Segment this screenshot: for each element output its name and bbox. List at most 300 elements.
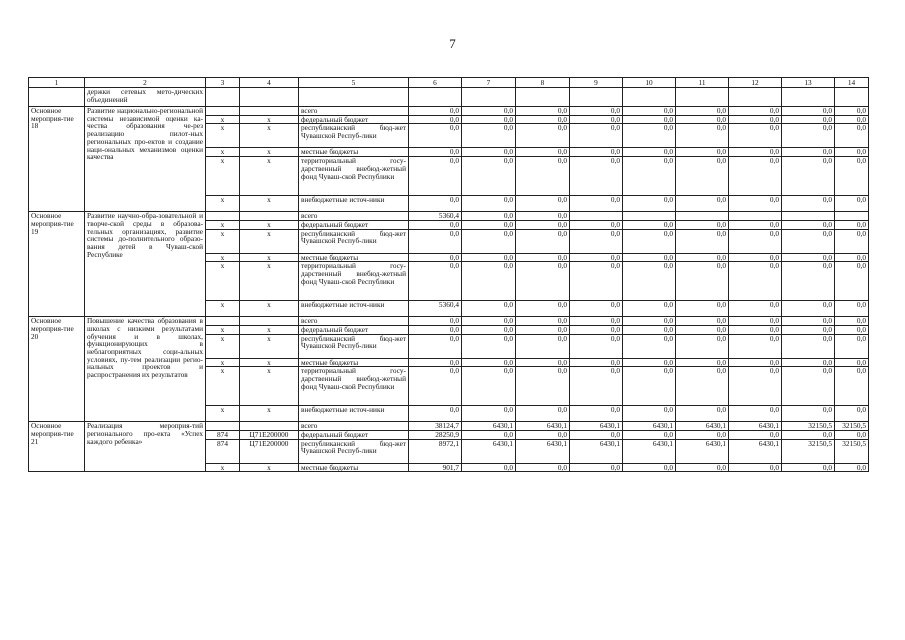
amount-cell: 0,0 [835, 358, 869, 367]
amount-cell: 0,0 [462, 253, 516, 262]
amount-cell: 0,0 [676, 431, 729, 440]
amount-cell: 0,0 [676, 301, 729, 317]
amount-cell: 0,0 [676, 325, 729, 334]
column-header: 1 [29, 78, 85, 88]
amount-cell: 0,0 [409, 262, 462, 301]
amount-cell: 0,0 [782, 124, 835, 148]
amount-cell: 0,0 [782, 463, 835, 472]
event-description: Повышение качества образования в школах с низкими результатами обучения и в школах, функционирующих в неблагоприятных соци-альных условиях, пу-тем реализации регио-нальных проектов и распространения их результатов [85, 317, 206, 422]
amount-cell: 0,0 [409, 229, 462, 253]
amount-cell: 0,0 [570, 124, 623, 148]
column-header: 7 [462, 78, 516, 88]
amount-cell: 0,0 [570, 406, 623, 422]
amount-cell: 0,0 [570, 196, 623, 212]
column-header: 2 [85, 78, 206, 88]
amount-cell: 0,0 [462, 406, 516, 422]
amount-cell: 0,0 [623, 358, 676, 367]
amount-cell: 0,0 [676, 463, 729, 472]
empty-cell [516, 88, 570, 107]
amount-cell: 0,0 [623, 262, 676, 301]
table-row [29, 212, 869, 221]
amount-cell: 0,0 [462, 220, 516, 229]
amount-cell: 0,0 [782, 196, 835, 212]
budget-code: х [240, 358, 299, 367]
responsible-code: х [206, 463, 240, 472]
column-header: 4 [240, 78, 299, 88]
budget-code: х [240, 196, 299, 212]
funding-source: всего [299, 212, 409, 221]
amount-cell: 0,0 [462, 157, 516, 196]
funding-source: республиканский бюд-жет Чувашской Респуб-лики [299, 334, 409, 358]
amount-cell [676, 212, 729, 221]
amount-cell: 0,0 [570, 325, 623, 334]
amount-cell: 0,0 [516, 406, 570, 422]
amount-cell: 6430,1 [676, 422, 729, 431]
amount-cell: 0,0 [676, 262, 729, 301]
table-row [29, 317, 869, 326]
column-header: 10 [623, 78, 676, 88]
budget-code: х [240, 406, 299, 422]
amount-cell: 0,0 [782, 220, 835, 229]
page-number: 7 [449, 36, 456, 51]
amount-cell: 0,0 [409, 253, 462, 262]
amount-cell: 0,0 [462, 431, 516, 440]
amount-cell: 5360,4 [409, 301, 462, 317]
responsible-code: х [206, 229, 240, 253]
event-name: Основное мероприя-тие 20 [29, 317, 85, 422]
empty-cell [240, 88, 299, 107]
amount-cell: 0,0 [729, 463, 782, 472]
amount-cell: 0,0 [835, 317, 869, 326]
amount-cell: 0,0 [835, 325, 869, 334]
amount-cell: 0,0 [516, 431, 570, 440]
amount-cell: 0,0 [835, 262, 869, 301]
budget-code: х [240, 253, 299, 262]
amount-cell: 0,0 [835, 107, 869, 116]
amount-cell: 0,0 [409, 406, 462, 422]
event-name: Основное мероприя-тие 19 [29, 212, 85, 317]
amount-cell: 0,0 [462, 325, 516, 334]
responsible-code [206, 422, 240, 431]
amount-cell: 0,0 [409, 358, 462, 367]
funding-source: всего [299, 107, 409, 116]
column-header: 9 [570, 78, 623, 88]
amount-cell: 0,0 [676, 148, 729, 157]
column-header: 3 [206, 78, 240, 88]
amount-cell: 0,0 [835, 196, 869, 212]
funding-source: всего [299, 317, 409, 326]
budget-code [240, 317, 299, 326]
amount-cell: 0,0 [623, 107, 676, 116]
amount-cell: 0,0 [676, 358, 729, 367]
amount-cell: 0,0 [782, 358, 835, 367]
budget-code: Ц71Е200000 [240, 431, 299, 440]
amount-cell: 0,0 [676, 367, 729, 406]
funding-source: внебюджетные источ-ники [299, 406, 409, 422]
budget-code: х [240, 325, 299, 334]
amount-cell: 0,0 [835, 253, 869, 262]
budget-code: Ц71Е200000 [240, 439, 299, 463]
amount-cell: 0,0 [516, 107, 570, 116]
column-header: 5 [299, 78, 409, 88]
responsible-code: х [206, 325, 240, 334]
amount-cell: 0,0 [729, 253, 782, 262]
empty-cell [676, 88, 729, 107]
amount-cell: 0,0 [462, 124, 516, 148]
table-row [29, 422, 869, 431]
amount-cell: 0,0 [409, 325, 462, 334]
amount-cell: 6430,1 [570, 422, 623, 431]
responsible-code [206, 317, 240, 326]
amount-cell: 0,0 [409, 157, 462, 196]
amount-cell: 0,0 [462, 115, 516, 124]
column-header: 6 [409, 78, 462, 88]
amount-cell [570, 212, 623, 221]
amount-cell: 0,0 [516, 358, 570, 367]
amount-cell: 0,0 [623, 157, 676, 196]
amount-cell: 0,0 [570, 317, 623, 326]
amount-cell: 0,0 [729, 325, 782, 334]
amount-cell: 0,0 [676, 124, 729, 148]
amount-cell: 0,0 [676, 406, 729, 422]
amount-cell: 0,0 [729, 367, 782, 406]
amount-cell: 0,0 [729, 301, 782, 317]
column-header: 11 [676, 78, 729, 88]
amount-cell: 0,0 [676, 317, 729, 326]
amount-cell: 0,0 [623, 253, 676, 262]
amount-cell: 0,0 [729, 157, 782, 196]
amount-cell: 0,0 [676, 196, 729, 212]
amount-cell: 6430,1 [516, 422, 570, 431]
amount-cell: 0,0 [676, 107, 729, 116]
empty-cell [462, 88, 516, 107]
amount-cell: 0,0 [782, 148, 835, 157]
amount-cell: 0,0 [782, 262, 835, 301]
amount-cell: 38124,7 [409, 422, 462, 431]
amount-cell: 6430,1 [623, 422, 676, 431]
amount-cell: 0,0 [729, 229, 782, 253]
amount-cell: 0,0 [462, 358, 516, 367]
amount-cell: 0,0 [570, 463, 623, 472]
amount-cell: 0,0 [516, 196, 570, 212]
amount-cell: 0,0 [570, 262, 623, 301]
amount-cell: 0,0 [516, 212, 570, 221]
amount-cell: 32150,5 [835, 439, 869, 463]
amount-cell: 0,0 [623, 325, 676, 334]
amount-cell: 0,0 [782, 431, 835, 440]
amount-cell: 0,0 [462, 196, 516, 212]
funding-source: республиканский бюд-жет Чувашской Респуб-лики [299, 439, 409, 463]
amount-cell: 0,0 [782, 157, 835, 196]
funding-source: территориальный госу-дарственный внебюд-жетный фонд Чуваш-ской Республики [299, 367, 409, 406]
empty-cell [729, 88, 782, 107]
amount-cell: 901,7 [409, 463, 462, 472]
amount-cell: 0,0 [516, 220, 570, 229]
funding-source: внебюджетные источ-ники [299, 196, 409, 212]
amount-cell: 0,0 [729, 124, 782, 148]
amount-cell: 0,0 [623, 124, 676, 148]
budget-code: х [240, 229, 299, 253]
amount-cell: 0,0 [409, 367, 462, 406]
amount-cell: 0,0 [516, 367, 570, 406]
amount-cell: 0,0 [782, 253, 835, 262]
budget-code: х [240, 220, 299, 229]
empty-cell [782, 88, 835, 107]
responsible-code: 874 [206, 439, 240, 463]
amount-cell: 0,0 [782, 229, 835, 253]
amount-cell: 0,0 [570, 301, 623, 317]
amount-cell: 0,0 [676, 253, 729, 262]
amount-cell: 0,0 [623, 334, 676, 358]
event-name: Основное мероприя-тие 21 [29, 422, 85, 472]
amount-cell: 0,0 [729, 358, 782, 367]
budget-code: х [240, 367, 299, 406]
amount-cell: 0,0 [409, 124, 462, 148]
amount-cell: 0,0 [462, 463, 516, 472]
amount-cell [835, 212, 869, 221]
amount-cell: 0,0 [729, 334, 782, 358]
amount-cell: 0,0 [835, 148, 869, 157]
responsible-code [206, 212, 240, 221]
amount-cell [729, 212, 782, 221]
event-description: Развитие национально-региональной системы независимой оценки ка-чества образования че-рез реализацию пилот-ных региональных про-ектов и создание наци-ональных механизмов оценки качества [85, 107, 206, 212]
table-row [29, 88, 869, 107]
responsible-code: х [206, 196, 240, 212]
responsible-code: х [206, 334, 240, 358]
amount-cell: 0,0 [570, 253, 623, 262]
amount-cell: 0,0 [729, 115, 782, 124]
amount-cell: 0,0 [835, 406, 869, 422]
amount-cell: 0,0 [835, 334, 869, 358]
amount-cell: 32150,5 [782, 422, 835, 431]
amount-cell: 0,0 [409, 334, 462, 358]
amount-cell: 0,0 [623, 148, 676, 157]
amount-cell: 0,0 [409, 115, 462, 124]
amount-cell: 0,0 [782, 325, 835, 334]
amount-cell: 0,0 [782, 301, 835, 317]
funding-source: внебюджетные источ-ники [299, 301, 409, 317]
header-row [29, 78, 869, 88]
budget-code: х [240, 301, 299, 317]
responsible-code: х [206, 367, 240, 406]
funding-source: федеральный бюджет [299, 115, 409, 124]
amount-cell: 0,0 [835, 115, 869, 124]
funding-source: республиканский бюд-жет Чувашской Респуб-лики [299, 229, 409, 253]
amount-cell: 0,0 [570, 107, 623, 116]
amount-cell: 0,0 [676, 220, 729, 229]
amount-cell: 0,0 [516, 229, 570, 253]
column-header: 13 [782, 78, 835, 88]
amount-cell: 0,0 [623, 431, 676, 440]
amount-cell: 0,0 [676, 229, 729, 253]
column-header: 8 [516, 78, 570, 88]
budget-code: х [240, 124, 299, 148]
empty-cell [835, 88, 869, 107]
funding-source: федеральный бюджет [299, 325, 409, 334]
amount-cell: 0,0 [623, 220, 676, 229]
responsible-code: х [206, 157, 240, 196]
amount-cell: 0,0 [516, 334, 570, 358]
amount-cell: 0,0 [516, 253, 570, 262]
amount-cell: 0,0 [462, 317, 516, 326]
amount-cell: 0,0 [623, 367, 676, 406]
event-description: Развитие научно-обра-зовательной и творче-ской среды в образова-тельных организациях, развитие системы до-полнительного образо-вания детей в Чуваш-ской Республике [85, 212, 206, 317]
responsible-code [206, 107, 240, 116]
amount-cell: 5360,4 [409, 212, 462, 221]
amount-cell: 0,0 [782, 334, 835, 358]
amount-cell: 0,0 [570, 367, 623, 406]
amount-cell: 0,0 [462, 262, 516, 301]
amount-cell: 0,0 [729, 148, 782, 157]
budget-code [240, 107, 299, 116]
amount-cell: 6430,1 [676, 439, 729, 463]
amount-cell: 0,0 [835, 157, 869, 196]
amount-cell: 0,0 [835, 431, 869, 440]
event-description: держки сетевых мето-дических объединений [85, 88, 206, 107]
amount-cell: 0,0 [409, 148, 462, 157]
empty-cell [206, 88, 240, 107]
amount-cell: 0,0 [729, 406, 782, 422]
empty-cell [570, 88, 623, 107]
amount-cell: 0,0 [409, 196, 462, 212]
amount-cell: 0,0 [462, 334, 516, 358]
event-description: Реализация мероприя-тий регионального про-екта «Успех каждого ребенка» [85, 422, 206, 472]
amount-cell: 0,0 [623, 115, 676, 124]
amount-cell: 0,0 [409, 220, 462, 229]
amount-cell: 0,0 [676, 115, 729, 124]
funding-source: местные бюджеты [299, 253, 409, 262]
amount-cell: 0,0 [729, 107, 782, 116]
funding-source: территориальный госу-дарственный внебюд-жетный фонд Чуваш-ской Республики [299, 262, 409, 301]
responsible-code: 874 [206, 431, 240, 440]
funding-source: местные бюджеты [299, 463, 409, 472]
amount-cell: 0,0 [570, 358, 623, 367]
amount-cell: 0,0 [729, 317, 782, 326]
funding-source: местные бюджеты [299, 358, 409, 367]
amount-cell: 0,0 [516, 157, 570, 196]
responsible-code: х [206, 124, 240, 148]
amount-cell: 0,0 [782, 406, 835, 422]
amount-cell: 6430,1 [570, 439, 623, 463]
amount-cell: 0,0 [676, 334, 729, 358]
amount-cell: 0,0 [462, 107, 516, 116]
budget-code: х [240, 463, 299, 472]
amount-cell: 0,0 [676, 157, 729, 196]
amount-cell: 0,0 [835, 124, 869, 148]
funding-source: всего [299, 422, 409, 431]
responsible-code: х [206, 220, 240, 229]
amount-cell: 0,0 [409, 317, 462, 326]
funding-source: территориальный госу-дарственный внебюд-жетный фонд Чуваш-ской Республики [299, 157, 409, 196]
budget-code: х [240, 115, 299, 124]
amount-cell: 6430,1 [729, 439, 782, 463]
column-header: 14 [835, 78, 869, 88]
amount-cell: 0,0 [570, 157, 623, 196]
amount-cell: 0,0 [623, 317, 676, 326]
budget-code: х [240, 157, 299, 196]
budget-code: х [240, 334, 299, 358]
amount-cell: 32150,5 [782, 439, 835, 463]
empty-cell [29, 88, 85, 107]
amount-cell: 6430,1 [516, 439, 570, 463]
table-row [29, 107, 869, 116]
empty-cell [409, 88, 462, 107]
responsible-code: х [206, 301, 240, 317]
amount-cell: 0,0 [729, 196, 782, 212]
amount-cell: 0,0 [462, 301, 516, 317]
amount-cell: 0,0 [835, 229, 869, 253]
amount-cell: 0,0 [516, 463, 570, 472]
column-header: 12 [729, 78, 782, 88]
amount-cell: 0,0 [782, 115, 835, 124]
amount-cell: 0,0 [516, 301, 570, 317]
empty-cell [623, 88, 676, 107]
amount-cell [623, 212, 676, 221]
amount-cell: 0,0 [570, 229, 623, 253]
event-name: Основное мероприя-тие 18 [29, 107, 85, 212]
amount-cell: 0,0 [462, 212, 516, 221]
amount-cell: 28250,9 [409, 431, 462, 440]
amount-cell: 6430,1 [729, 422, 782, 431]
amount-cell: 32150,5 [835, 422, 869, 431]
amount-cell: 0,0 [570, 431, 623, 440]
amount-cell: 0,0 [462, 367, 516, 406]
amount-cell: 0,0 [782, 317, 835, 326]
responsible-code: х [206, 358, 240, 367]
amount-cell: 0,0 [623, 301, 676, 317]
amount-cell: 0,0 [516, 262, 570, 301]
empty-cell [299, 88, 409, 107]
amount-cell: 0,0 [729, 262, 782, 301]
responsible-code: х [206, 253, 240, 262]
amount-cell: 0,0 [623, 229, 676, 253]
amount-cell: 0,0 [782, 107, 835, 116]
amount-cell: 0,0 [516, 115, 570, 124]
amount-cell: 0,0 [570, 334, 623, 358]
amount-cell: 0,0 [835, 463, 869, 472]
amount-cell: 0,0 [462, 229, 516, 253]
responsible-code: х [206, 115, 240, 124]
amount-cell: 8972,1 [409, 439, 462, 463]
amount-cell: 6430,1 [462, 422, 516, 431]
amount-cell: 0,0 [570, 115, 623, 124]
budget-code: х [240, 148, 299, 157]
amount-cell: 0,0 [835, 220, 869, 229]
funding-source: местные бюджеты [299, 148, 409, 157]
amount-cell: 0,0 [516, 325, 570, 334]
amount-cell: 6430,1 [623, 439, 676, 463]
amount-cell: 0,0 [623, 196, 676, 212]
amount-cell: 0,0 [729, 431, 782, 440]
amount-cell: 0,0 [623, 406, 676, 422]
budget-code: х [240, 262, 299, 301]
amount-cell: 0,0 [516, 124, 570, 148]
budget-code [240, 422, 299, 431]
amount-cell: 0,0 [623, 463, 676, 472]
funding-source: республиканский бюд-жет Чувашской Респуб-лики [299, 124, 409, 148]
budget-code [240, 212, 299, 221]
responsible-code: х [206, 406, 240, 422]
amount-cell: 6430,1 [462, 439, 516, 463]
funding-source: федеральный бюджет [299, 220, 409, 229]
responsible-code: х [206, 148, 240, 157]
funding-source: федеральный бюджет [299, 431, 409, 440]
amount-cell: 0,0 [516, 148, 570, 157]
amount-cell: 0,0 [516, 317, 570, 326]
amount-cell: 0,0 [835, 301, 869, 317]
budget-table [28, 77, 869, 472]
responsible-code: х [206, 262, 240, 301]
